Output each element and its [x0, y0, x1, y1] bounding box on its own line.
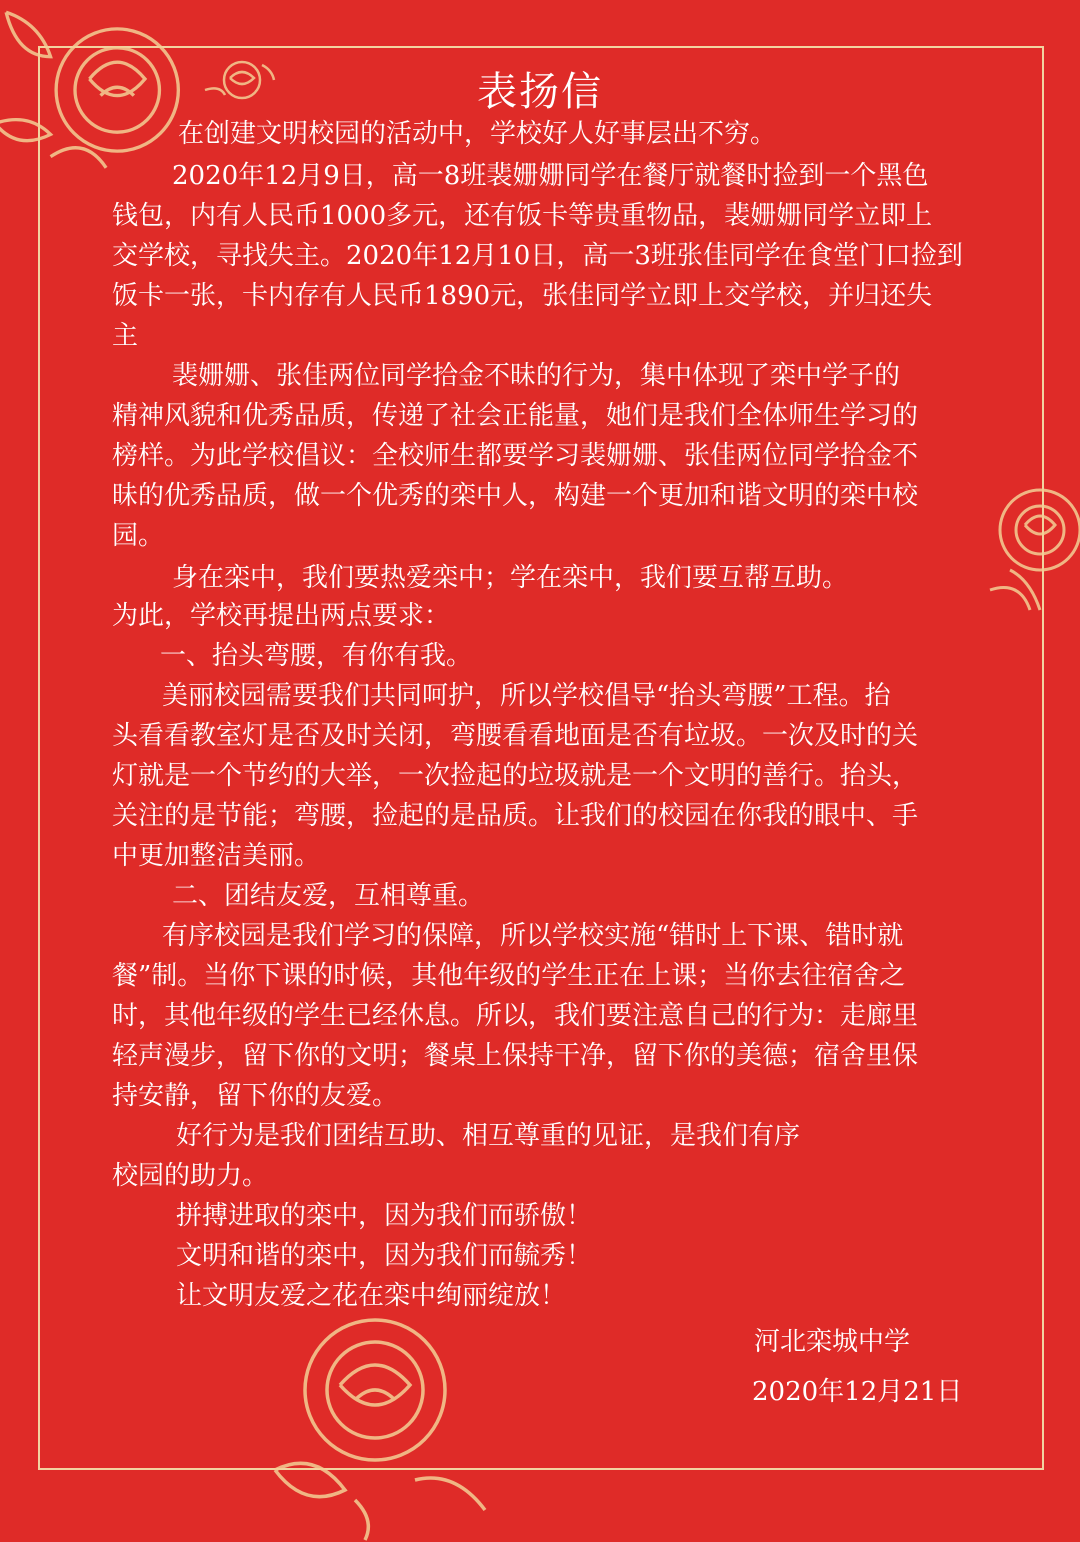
letter-title: 表扬信 — [477, 69, 603, 115]
letter-line: 让文明友爱之花在栾中绚丽绽放！ — [176, 1281, 567, 1311]
rose-flower-bottom-icon — [255, 1300, 515, 1542]
letter-line: 持安静，留下你的友爱。 — [112, 1081, 399, 1111]
letter-line: 主 — [112, 321, 139, 351]
letter-line: 美丽校园需要我们共同呵护，所以学校倡导“抬头弯腰”工程。抬 — [162, 681, 891, 711]
letter-line: 拼搏进取的栾中，因为我们而骄傲！ — [176, 1201, 593, 1231]
letter-line: 头看看教室灯是否及时关闭，弯腰看看地面是否有垃圾。一次及时的关 — [112, 721, 919, 751]
letter-line: 2020年12月9日，高一8班裴姗姗同学在餐厅就餐时捡到一个黑色 — [172, 161, 929, 191]
letter-line: 榜样。为此学校倡议：全校师生都要学习裴姗姗、张佳两位同学拾金不 — [112, 441, 919, 471]
rose-flower-right-icon — [970, 470, 1080, 630]
letter-line: 园。 — [112, 521, 165, 551]
letter-line: 裴姗姗、张佳两位同学拾金不昧的行为，集中体现了栾中学子的 — [172, 361, 901, 391]
letter-line: 在创建文明校园的活动中，学校好人好事层出不穷。 — [178, 119, 777, 149]
letter-line: 中更加整洁美丽。 — [112, 841, 321, 871]
letter-line: 有序校园是我们学习的保障，所以学校实施“错时上下课、错时就 — [162, 921, 904, 951]
letter-line: 饭卡一张，卡内存有人民币1890元，张佳同学立即上交学校，并归还失 — [112, 281, 933, 311]
letter-line: 身在栾中，我们要热爱栾中；学在栾中，我们要互帮互助。 — [172, 563, 849, 593]
letter-line: 钱包，内有人民币1000多元，还有饭卡等贵重物品，裴姗姗同学立即上 — [112, 201, 933, 231]
letter-line: 时，其他年级的学生已经休息。所以，我们要注意自己的行为：走廊里 — [112, 1001, 919, 1031]
letter-line: 好行为是我们团结互助、相互尊重的见证，是我们有序 — [176, 1121, 801, 1151]
letter-line: 校园的助力。 — [112, 1161, 269, 1191]
letter-line: 餐”制。当你下课的时候，其他年级的学生正在上课；当你去往宿舍之 — [112, 961, 906, 991]
letter-line: 交学校，寻找失主。2020年12月10日，高一3班张佳同学在食堂门口捡到 — [112, 241, 963, 271]
letter-line: 灯就是一个节约的大举，一次捡起的垃圾就是一个文明的善行。抬头， — [112, 761, 919, 791]
letter-line: 二、团结友爱，互相尊重。 — [172, 881, 485, 911]
letter-line: 为此，学校再提出两点要求： — [112, 601, 451, 631]
letter-line: 一、抬头弯腰，有你有我。 — [160, 641, 473, 671]
signature-school: 河北栾城中学 — [754, 1327, 911, 1357]
signature-date: 2020年12月21日 — [752, 1377, 963, 1407]
letter-line: 关注的是节能；弯腰，捡起的是品质。让我们的校园在你我的眼中、手 — [112, 801, 919, 831]
letter-line: 精神风貌和优秀品质，传递了社会正能量，她们是我们全体师生学习的 — [112, 401, 919, 431]
letter-line: 文明和谐的栾中，因为我们而毓秀！ — [176, 1241, 593, 1271]
letter-line: 昧的优秀品质，做一个优秀的栾中人，构建一个更加和谐文明的栾中校 — [112, 481, 919, 511]
letter-line: 轻声漫步，留下你的文明；餐桌上保持干净，留下你的美德；宿舍里保 — [112, 1041, 919, 1071]
